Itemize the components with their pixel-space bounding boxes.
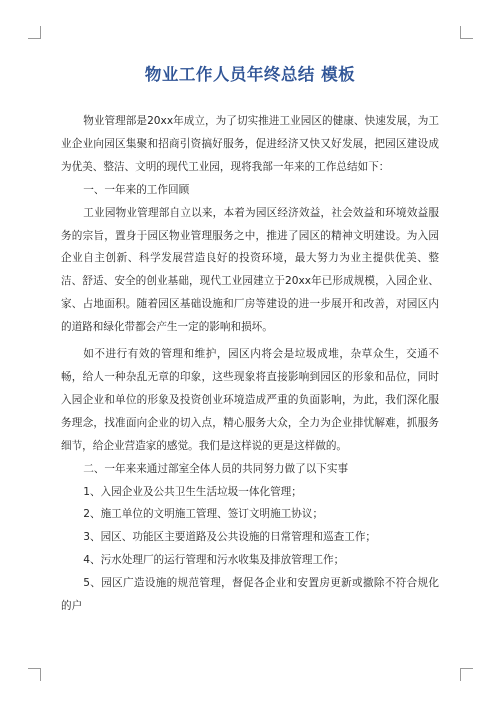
list-item-4: 4、污水处理厂的运行管理和污水收集及排放管理工作； (83, 554, 345, 567)
list-item-2: 2、施工单位的文明施工管理、签订文明施工协议； (83, 508, 324, 521)
list-item-3: 3、园区、功能区主要道路及公共设施的日常管理和巡查工作； (83, 531, 377, 544)
paragraph-intro: 物业管理部是20xx年成立，为了切实推进工业园区的健康、快速发展，为工业企业向园区集聚和招商引资搞好服务，促进经济又快又好发展，把园区建设成为优美、整洁、文明的现代工业园，现将我部一年来的工作总结如下： (61, 115, 439, 173)
crop-mark-bottom-left (28, 668, 41, 681)
list-item-1: 1、入园企业及公共卫生生活垃圾一体化管理； (83, 485, 302, 498)
crop-mark-top-left (28, 26, 41, 39)
paragraph-review: 工业园物业管理部自立以来，本着为园区经济效益，社会效益和环境效益服务的宗旨，置身于园区物业管理服务之中，推进了园区的精神文明建设。为入园企业自主创新、科学发展营造良好的投资环境，最大努力为业主提供优美、整洁、舒适、安全的创业基础，现代工业园建立于20xx年已形成规模，入园企业、家、占地面积。随着园区基础设施和厂房等建设的进一步展开和改善，对园区内的道路和绿化带都会产生一定的影响和损坏。 (61, 206, 439, 334)
list-item-5: 5、园区广造设施的规范管理，督促各企业和安置房更新或撤除不符合规化的户 (61, 577, 439, 613)
section-heading-review: 一、一年来的工作回顾 (83, 183, 190, 196)
crop-mark-bottom-right (460, 668, 473, 681)
document-body (61, 110, 439, 618)
document-title: 物业工作人员年终总结 模板 (144, 65, 356, 84)
section-heading-achievements: 二、一年来来通过部室全体人员的共同努力做了以下实事 (83, 462, 349, 475)
paragraph-maintenance: 如不进行有效的管理和维护，园区内将会是垃圾成堆，杂草众生，交通不畅，给人一种杂乱无章的印象，这些现象将直接影响到园区的形象和品位，同时入园企业和单位的形象及投资创业环境造成严重的负面影响，为此，我们深化服务理念，找准面向企业的切入点，精心服务大众，全力为企业排忧解难，抓服务细节，给企业营造家的感觉。我们是这样说的更是这样做的。 (61, 348, 439, 452)
crop-mark-top-right (460, 26, 473, 39)
